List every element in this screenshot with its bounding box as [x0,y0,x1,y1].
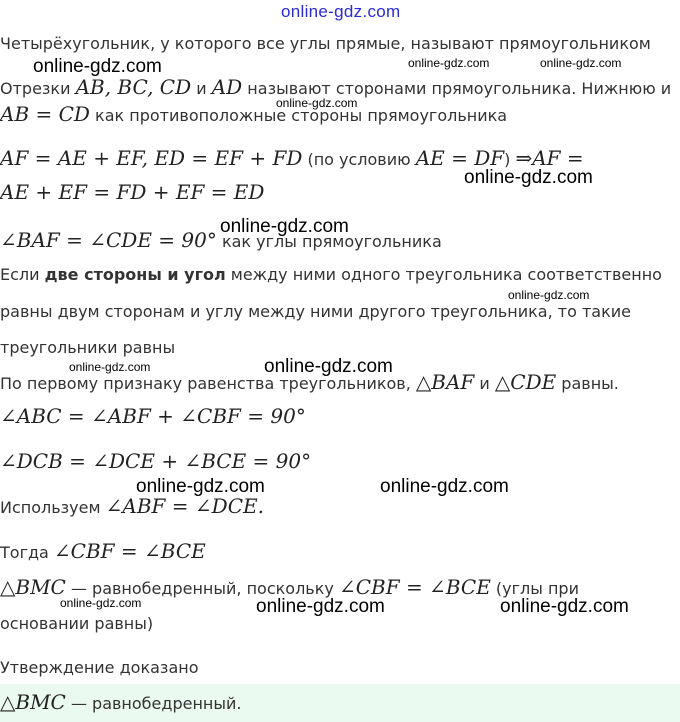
math-implication: ⇒AF = [515,146,584,170]
watermark: online-gdz.com [380,476,509,497]
text-segment: — равнобедренный, поскольку [65,579,339,598]
math-segments: AB, BC, CD [75,75,192,99]
math-expression: AF = AE + EF, ED = EF + FD [0,146,303,170]
text-segment: (по условию [302,150,416,169]
math-condition: AE = DF [415,146,505,170]
math-angles: ∠BAF = ∠CDE = 90° [0,228,217,252]
text-segment: и [474,374,495,393]
text-segment: равны. [556,374,619,393]
math-triangle-baf: △BAF [415,370,475,394]
text-line-11 [0,406,306,428]
text-line-17 [0,658,199,678]
text-segment: как углы прямоугольника [216,232,442,251]
watermark: online-gdz.com [500,596,629,617]
watermark: online-gdz.com [464,167,593,188]
math-equality: ∠CBF = ∠BCE [53,539,206,563]
text-segment: Используем [0,498,106,517]
math-equality: ∠ABF = ∠DCE. [105,494,264,518]
math-expression: AE + EF = FD + EF = ED [0,180,265,204]
watermark: online-gdz.com [540,56,622,70]
conclusion-text: Утверждение доказано [0,658,199,677]
text-segment: ) [504,150,516,169]
math-angle-dcb: ∠DCB = ∠DCE + ∠BCE = 90° [0,449,312,473]
text-segment: как противоположные стороны прямоугольника [89,106,508,125]
text-line-5 [0,182,264,204]
watermark: online-gdz.com [33,56,162,77]
text-line-12 [0,451,311,473]
text-segment: Тогда [0,543,54,562]
text-segment: между ними одного треугольника соответственно [225,265,662,284]
text-line-7 [0,265,662,285]
math-equality: AB = CD [0,102,90,126]
text-segment: Если [0,265,45,284]
watermark: online-gdz.com [69,360,151,374]
text-segment: По первому признаку равенства треугольников, [0,374,416,393]
bold-term: две стороны и угол [44,265,226,284]
watermark: online-gdz.com [60,596,142,610]
text-line-8 [0,302,631,322]
text-segment: и [191,79,212,98]
watermark: online-gdz.com [136,476,265,497]
math-angle-abc: ∠ABC = ∠ABF + ∠CBF = 90° [0,404,306,428]
text-segment: треугольники равны [0,338,176,357]
text-line-16 [0,614,153,634]
math-equality: ∠CBF = ∠BCE [338,575,491,599]
math-triangle-cde: △CDE [494,370,557,394]
text-line-14 [0,541,206,563]
watermark: online-gdz.com [276,96,358,110]
watermark: online-gdz.com [264,356,393,377]
site-watermark-top: online-gdz.com [281,2,401,21]
watermark: online-gdz.com [508,288,590,302]
text-segment: (углы при [490,579,579,598]
text-segment: Отрезки [0,79,76,98]
text-line-9 [0,338,175,358]
math-triangle-bmc: △BMC [0,575,66,599]
answer-line [0,692,241,714]
math-segment-ad: AD [211,75,243,99]
answer-text: — равнобедренный. [65,694,242,713]
text-line-1 [0,34,651,54]
text-segment: называют сторонами прямоугольника. Нижнюю и [242,79,672,98]
watermark: online-gdz.com [408,56,490,70]
watermark: online-gdz.com [220,216,349,237]
math-triangle-bmc: △BMC [0,690,66,714]
text-segment: равны двум сторонам и углу между ними другого треугольника, то такие [0,302,631,321]
watermark: online-gdz.com [256,596,385,617]
text-segment: основании равны) [0,614,154,633]
text-line-13 [0,496,264,518]
text-line-3 [0,104,507,126]
definition-text: Четырёхугольник, у которого все углы прямые, называют прямоугольником [0,34,651,53]
